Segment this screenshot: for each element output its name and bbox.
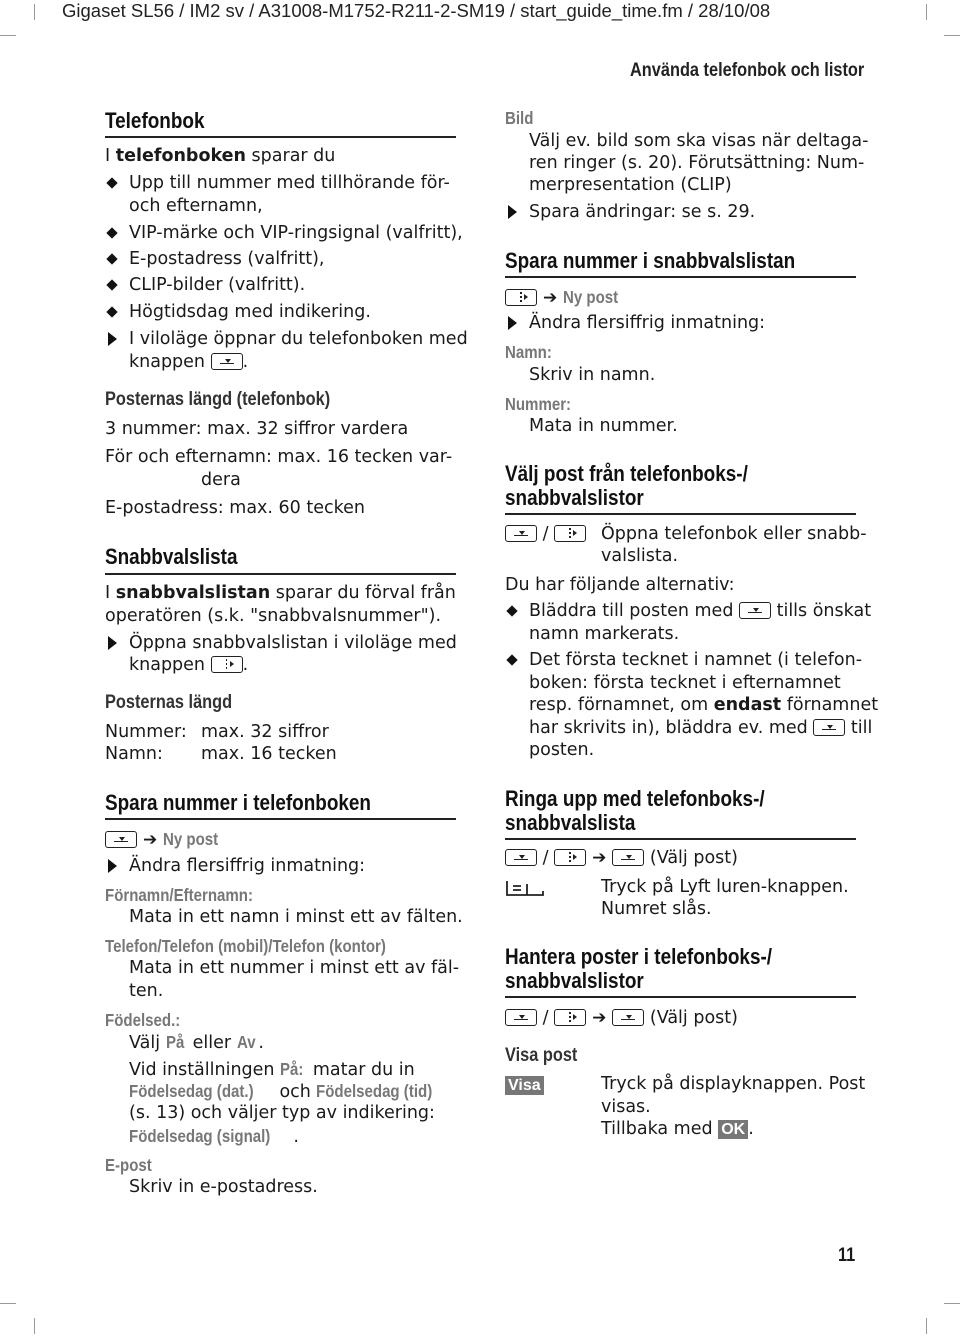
text-line: Du har följande alternativ: [505, 575, 735, 595]
text-line: Nummer: [105, 722, 187, 742]
bullet-icon [506, 605, 517, 616]
step-arrow-icon [108, 332, 117, 346]
divider [505, 996, 856, 998]
step-text: Spara ändringar: se s. 29. [529, 202, 756, 222]
field-label: E-post [105, 1155, 152, 1175]
call-key-icon [505, 878, 547, 898]
divider [505, 838, 856, 840]
subsection-title: Posternas längd (telefonbok) [105, 389, 331, 410]
list-item: har skrivits in), bläddra ev. med till [529, 718, 873, 738]
section-ringa-title: Ringa upp med telefonboks-/ [505, 786, 765, 811]
right-key-icon [554, 849, 586, 866]
text-line: E-postadress: max. 60 tecken [105, 498, 365, 518]
right-key-icon [554, 1009, 586, 1026]
crop-mark [34, 1318, 35, 1334]
step-arrow-icon [108, 859, 117, 873]
text-line: Tryck på displayknappen. Post [601, 1074, 866, 1094]
down-key-icon [739, 602, 771, 619]
divider [505, 513, 856, 515]
step-arrow-icon [508, 205, 517, 219]
visa-display-key: Visa [505, 1075, 544, 1095]
text-line: Skriv in e-postadress. [129, 1177, 318, 1197]
crop-mark [926, 1318, 927, 1334]
text-line: Namn: [105, 744, 163, 764]
subsection-title: Posternas längd [105, 692, 233, 713]
down-key-icon [505, 849, 537, 866]
text-line: operatören (s.k. "snabbvalsnummer"). [105, 606, 442, 626]
section-valj-title: Välj post från telefonboks-/ [505, 461, 748, 486]
arrow-right-icon: ➔ [592, 1008, 607, 1028]
text-line: 3 nummer: max. 32 siffror vardera [105, 419, 409, 439]
bullet-icon [106, 279, 117, 290]
list-item: Upp till nummer med tillhörande för- [129, 173, 450, 193]
field-label: Telefon/Telefon (mobil)/Telefon (kontor) [105, 936, 386, 956]
text-line: Mata in nummer. [529, 416, 678, 436]
list-item: och efternamn, [129, 196, 263, 216]
menu-path: / ➔ (Välj post) [505, 847, 738, 869]
crop-mark [0, 1303, 16, 1304]
crop-mark [926, 4, 927, 20]
section-hantera-title: snabbvalslistor [505, 968, 644, 993]
bullet-icon [106, 306, 117, 317]
menu-path: / [505, 523, 586, 545]
text-line: (s. 13) och väljer typ av indikering: [129, 1103, 435, 1123]
text-line: max. 16 tecken [201, 744, 337, 764]
telefonbok-intro: I telefonboken sparar du [105, 146, 336, 166]
menu-path: ➔ Ny post [105, 828, 227, 851]
text-line: Mata in ett nummer i minst ett av fäl- [129, 958, 460, 978]
section-snabbvalslista-title: Snabbvalslista [105, 544, 238, 569]
arrow-right-icon: ➔ [543, 288, 558, 308]
right-key-icon [211, 656, 243, 673]
right-key-icon [505, 289, 537, 306]
down-key-icon [505, 1009, 537, 1026]
text-line: visas. [601, 1097, 651, 1117]
text-line: ten. [129, 981, 164, 1001]
list-item: namn markerats. [529, 624, 680, 644]
field-label: Namn: [505, 342, 552, 362]
arrow-right-icon: ➔ [143, 830, 158, 850]
arrow-right-icon: ➔ [592, 848, 607, 868]
bullet-icon [106, 227, 117, 238]
menu-path: / ➔ (Välj post) [505, 1007, 738, 1029]
page-number: 11 [838, 1245, 856, 1266]
text-line: För och efternamn: max. 16 tecken var- [105, 447, 453, 467]
step-text: Öppna snabbvalslistan i viloläge med [129, 633, 457, 653]
field-label: Födelsed.: [105, 1010, 181, 1030]
text-line: Vid inställningen På: matar du in [129, 1059, 415, 1080]
step-arrow-icon [108, 636, 117, 650]
step-text: Ändra flersiffrig inmatning: [129, 856, 366, 876]
field-label: Förnamn/Efternamn: [105, 885, 254, 905]
text-line: Mata in ett namn i minst ett av fälten. [129, 907, 463, 927]
right-key-icon [554, 525, 586, 542]
divider [105, 818, 456, 820]
text-line: Välj ev. bild som ska visas när deltaga- [529, 131, 869, 151]
field-label: Nummer: [505, 394, 572, 414]
subsection-title: Visa post [505, 1045, 578, 1066]
list-item: CLIP-bilder (valfritt). [129, 275, 306, 295]
text-line: dera [201, 470, 241, 490]
section-ringa-title: snabbvalslista [505, 810, 636, 835]
text-line: I snabbvalslistan sparar du förval från [105, 583, 456, 603]
list-item: posten. [529, 740, 595, 760]
down-key-icon [105, 831, 137, 848]
menu-path: ➔ Ny post [505, 286, 627, 309]
step-text: Ändra flersiffrig inmatning: [529, 313, 766, 333]
section-spara-snabb-title: Spara nummer i snabbvalslistan [505, 248, 796, 273]
text-line: merpresentation (CLIP) [529, 175, 732, 195]
down-key-icon [505, 525, 537, 542]
text-line: max. 32 siffror [201, 722, 329, 742]
crop-mark [944, 1303, 960, 1304]
text-line: ren ringer (s. 20). Förutsättning: Num- [529, 153, 865, 173]
text-line: Välj På eller Av . [129, 1032, 264, 1053]
bullet-icon [106, 253, 117, 264]
list-item: VIP-märke och VIP-ringsignal (valfritt), [129, 223, 463, 243]
divider [105, 573, 456, 575]
list-item: Bläddra till posten med tills önskat [529, 601, 872, 621]
text-line: Öppna telefonbok eller snabb- [601, 524, 867, 544]
section-telefonbok-title: Telefonbok [105, 108, 205, 133]
text-line: Födelsedag (dat.) och Födelsedag (tid) [129, 1081, 433, 1102]
crop-mark [34, 4, 35, 20]
down-key-icon [211, 353, 243, 370]
bullet-icon [506, 654, 517, 665]
field-label: Bild [505, 108, 534, 128]
divider [105, 136, 456, 138]
text-line: valslista. [601, 546, 679, 566]
text-line: Födelsedag (signal) . [129, 1126, 299, 1147]
down-key-icon [612, 849, 644, 866]
ok-display-key: OK [718, 1120, 748, 1139]
list-item: resp. förnamnet, om endast förnamnet [529, 695, 879, 715]
crop-mark [944, 35, 960, 36]
list-item: Det första tecknet i namnet (i telefon- [529, 650, 863, 670]
text-line: Skriv in namn. [529, 365, 656, 385]
down-key-icon [612, 1009, 644, 1026]
list-item: Högtidsdag med indikering. [129, 302, 371, 322]
step-arrow-icon [508, 316, 517, 330]
section-valj-title: snabbvalslistor [505, 485, 644, 510]
step-text: knappen . [129, 352, 249, 372]
chapter-title: Använda telefonbok och listor [630, 60, 865, 81]
list-item: boken: första tecknet i efternamnet [529, 673, 841, 693]
step-text: knappen . [129, 655, 249, 675]
divider [505, 276, 856, 278]
down-key-icon [813, 719, 845, 736]
running-header: Gigaset SL56 / IM2 sv / A31008-M1752-R211-2-SM19 / start_guide_time.fm / 28/10/08 [62, 0, 771, 21]
text-line: Tryck på Lyft luren-knappen. [601, 877, 849, 897]
section-spara-telefonbok-title: Spara nummer i telefonboken [105, 790, 371, 815]
section-hantera-title: Hantera poster i telefonboks-/ [505, 944, 773, 969]
text-line: Tillbaka med OK . [601, 1119, 754, 1139]
list-item: E-postadress (valfritt), [129, 249, 325, 269]
crop-mark [0, 35, 16, 36]
text-line: Numret slås. [601, 899, 712, 919]
bullet-icon [106, 177, 117, 188]
step-text: I viloläge öppnar du telefonboken med [129, 329, 468, 349]
